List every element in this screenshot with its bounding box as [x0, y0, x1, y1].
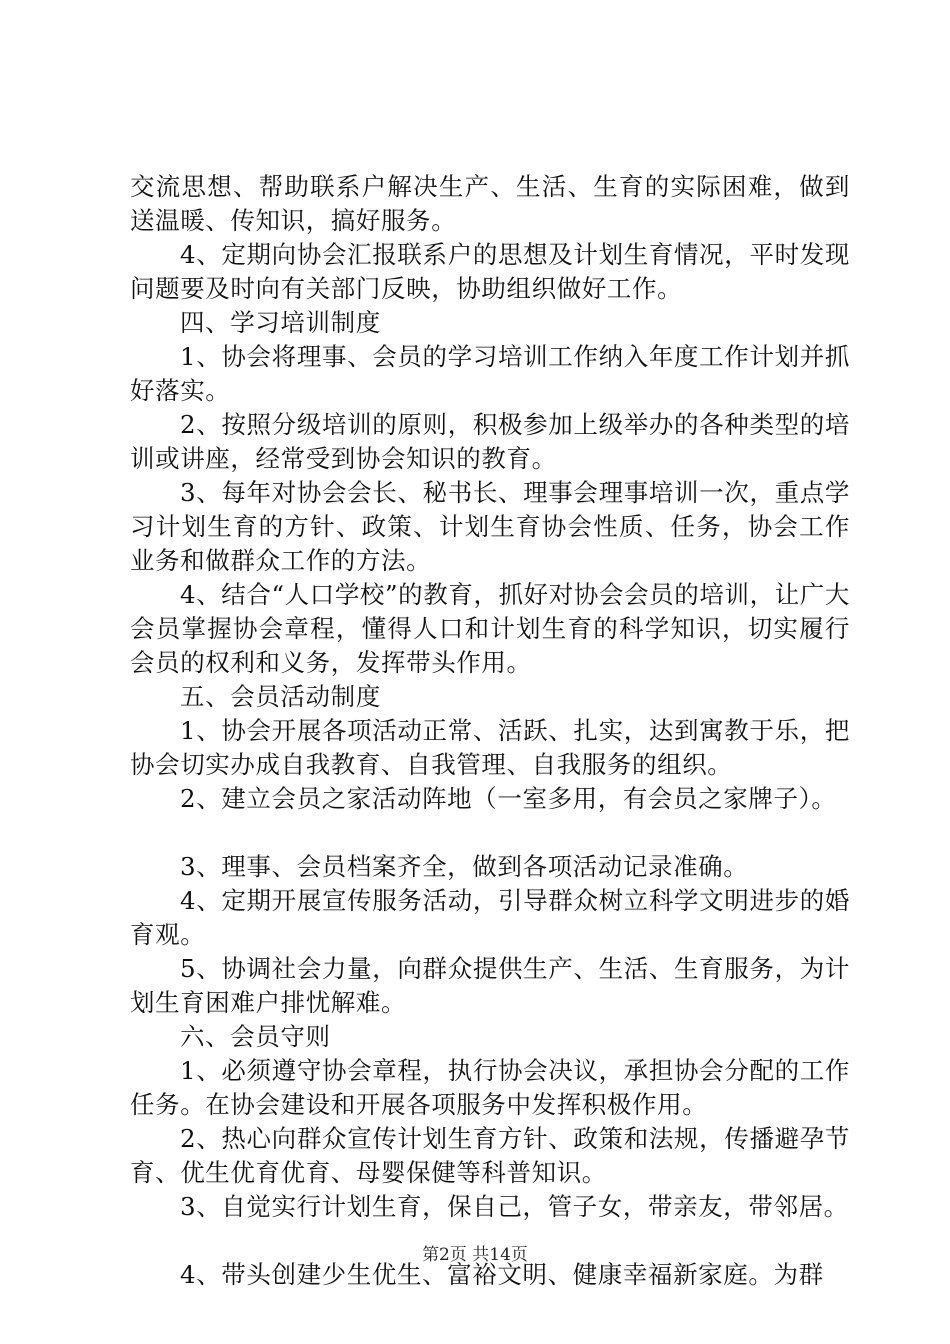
document-body	[130, 170, 850, 1292]
paragraph: 2、按照分级培训的原则，积极参加上级举办的各种类型的培训或讲座，经常受到协会知识的教育。	[130, 410, 850, 473]
paragraph-gap	[130, 816, 850, 850]
paragraph: 2、建立会员之家活动阵地（一室多用，有会员之家牌子）。	[180, 784, 837, 813]
paragraph: 1、协会将理事、会员的学习培训工作纳入年度工作计划并抓好落实。	[130, 342, 850, 405]
paragraph: 5、协调社会力量，向群众提供生产、生活、生育服务，为计划生育困难户排忧解难。	[130, 954, 850, 1017]
paragraph: 交流思想、帮助联系户解决生产、生活、生育的实际困难，做到送温暖、传知识，搞好服务。	[130, 172, 850, 235]
paragraph: 2、热心向群众宣传计划生育方针、政策和法规，传播避孕节育、优生优育优育、母婴保健等科普知识。	[130, 1124, 850, 1187]
paragraph: 4、带头创建少生优生、富裕文明、健康幸福新家庭。为群	[180, 1260, 824, 1289]
section-heading: 六、会员守则	[180, 1022, 331, 1051]
paragraph: 4、定期向协会汇报联系户的思想及计划生育情况，平时发现问题要及时向有关部门反映，协助组织做好工作。	[130, 240, 850, 303]
paragraph: 3、自觉实行计划生育，保自己，管子女，带亲友，带邻居。	[180, 1192, 849, 1221]
paragraph: 3、每年对协会会长、秘书长、理事会理事培训一次，重点学习计划生育的方针、政策、计划生育协会性质、任务，协会工作业务和做群众工作的方法。	[130, 478, 850, 575]
paragraph: 4、定期开展宣传服务活动，引导群众树立科学文明进步的婚育观。	[130, 886, 850, 949]
paragraph: 1、必须遵守协会章程，执行协会决议，承担协会分配的工作任务。在协会建设和开展各项服务中发挥积极作用。	[130, 1056, 850, 1119]
section-heading: 四、学习培训制度	[180, 308, 381, 337]
page-footer: 第2页 共14页	[422, 1245, 528, 1265]
paragraph: 1、协会开展各项活动正常、活跃、扎实，达到寓教于乐，把协会切实办成自我教育、自我管理、自我服务的组织。	[130, 716, 850, 779]
section-heading: 五、会员活动制度	[180, 682, 381, 711]
paragraph: 3、理事、会员档案齐全，做到各项活动记录准确。	[180, 852, 749, 881]
paragraph: 4、结合“人口学校”的教育，抓好对协会会员的培训，让广大会员掌握协会章程，懂得人口和计划生育的科学知识，切实履行会员的权利和义务，发挥带头作用。	[130, 580, 850, 677]
